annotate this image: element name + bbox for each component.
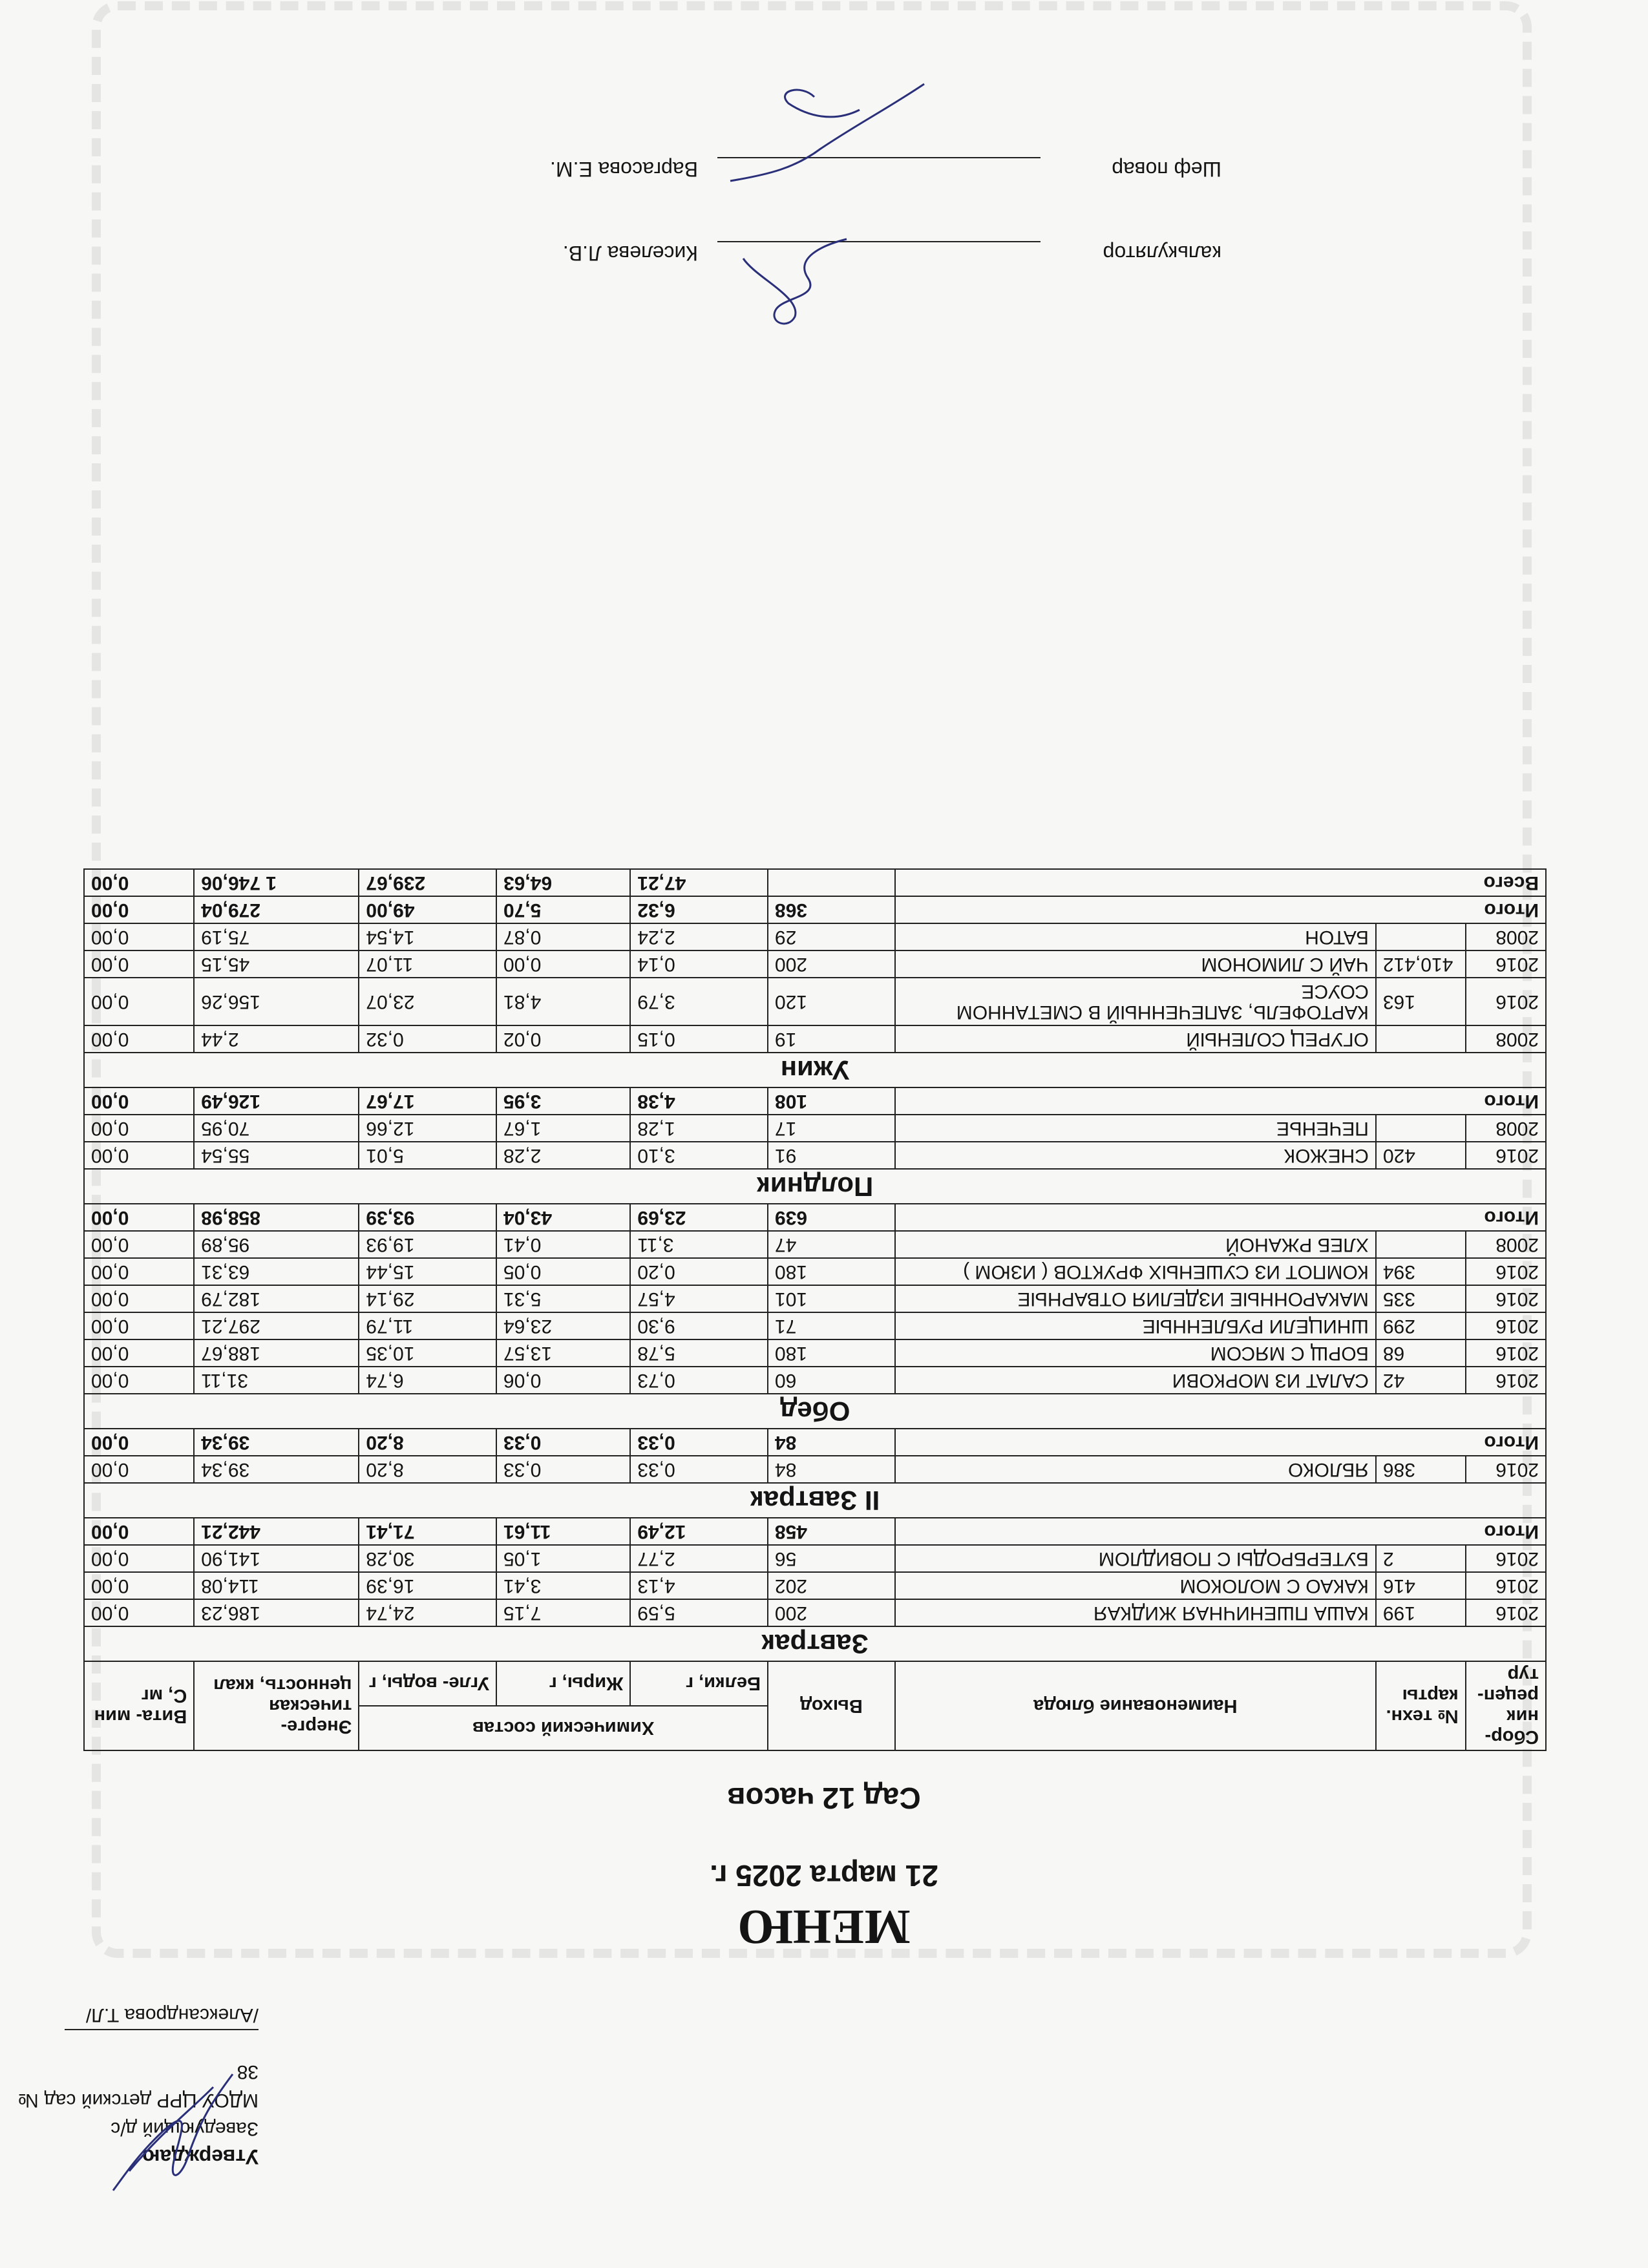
tech-card-cell xyxy=(1376,1115,1466,1142)
carbs-cell: 12,66 xyxy=(359,1115,496,1142)
output-cell: 60 xyxy=(768,1367,895,1394)
vitamin-cell: 0,00 xyxy=(84,1545,194,1572)
dish-name-cell: КАКАО С МОЛОКОМ xyxy=(895,1572,1376,1599)
sbornik-cell: 2008 xyxy=(1466,1025,1546,1053)
carbs-cell: 23,07 xyxy=(359,978,496,1025)
dish-name-cell: СНЕЖОК xyxy=(895,1142,1376,1169)
carbs-cell: 11,79 xyxy=(359,1312,496,1339)
proteins-cell: 3,79 xyxy=(630,978,768,1025)
vitamin-cell: 0,00 xyxy=(84,1231,194,1258)
col-header-output: Выход xyxy=(768,1661,895,1750)
dish-name-cell: САЛАТ ИЗ МОРКОВИ xyxy=(895,1367,1376,1394)
total-energy-cell: 126,49 xyxy=(194,1087,359,1115)
energy-cell: 156,26 xyxy=(194,978,359,1025)
col-header-carbs: Угле- воды, г xyxy=(359,1661,496,1706)
energy-cell: 39,34 xyxy=(194,1456,359,1483)
menu-table-body xyxy=(84,869,1546,1661)
page-title: МЕНЮ xyxy=(737,1900,911,1954)
total-label-cell: Итого xyxy=(895,1429,1546,1456)
sbornik-cell: 2016 xyxy=(1466,1258,1546,1285)
grand-total-vitamin-cell: 0,00 xyxy=(84,869,194,896)
total-fats-cell: 43,04 xyxy=(496,1204,630,1231)
output-cell: 29 xyxy=(768,923,895,950)
proteins-cell: 5,59 xyxy=(630,1599,768,1626)
vitamin-cell: 0,00 xyxy=(84,1285,194,1312)
total-label-cell: Итого xyxy=(895,1518,1546,1545)
total-output-cell: 639 xyxy=(768,1204,895,1231)
carbs-cell: 15,44 xyxy=(359,1258,496,1285)
total-output-cell: 458 xyxy=(768,1518,895,1545)
total-vitamin-cell: 0,00 xyxy=(84,1204,194,1231)
total-carbs-cell: 49,00 xyxy=(359,896,496,923)
total-proteins-cell: 4,38 xyxy=(630,1087,768,1115)
dish-name-cell: ХЛЕБ РЖАНОЙ xyxy=(895,1231,1376,1258)
fats-cell: 0,00 xyxy=(496,950,630,978)
total-fats-cell: 5,70 xyxy=(496,896,630,923)
dish-name-cell: ОГУРЕЦ СОЛЕНЫЙ xyxy=(895,1025,1376,1053)
tech-card-cell: 394 xyxy=(1376,1258,1466,1285)
fats-cell: 0,02 xyxy=(496,1025,630,1053)
energy-cell: 63,31 xyxy=(194,1258,359,1285)
total-vitamin-cell: 0,00 xyxy=(84,896,194,923)
output-cell: 91 xyxy=(768,1142,895,1169)
vitamin-cell: 0,00 xyxy=(84,1312,194,1339)
carbs-cell: 24,74 xyxy=(359,1599,496,1626)
total-energy-cell: 39,34 xyxy=(194,1429,359,1456)
sbornik-cell: 2016 xyxy=(1466,978,1546,1025)
section-total-row xyxy=(84,1429,1546,1456)
energy-cell: 45,15 xyxy=(194,950,359,978)
sbornik-cell: 2008 xyxy=(1466,1115,1546,1142)
output-cell: 200 xyxy=(768,950,895,978)
fats-cell: 1,05 xyxy=(496,1545,630,1572)
total-vitamin-cell: 0,00 xyxy=(84,1429,194,1456)
section-title: Завтрак xyxy=(84,1626,1546,1661)
energy-cell: 70,95 xyxy=(194,1115,359,1142)
fats-cell: 0,06 xyxy=(496,1367,630,1394)
output-cell: 47 xyxy=(768,1231,895,1258)
table-row xyxy=(84,1312,1546,1339)
vitamin-cell: 0,00 xyxy=(84,1456,194,1483)
table-row xyxy=(84,1339,1546,1367)
section-title: II Завтрак xyxy=(84,1483,1546,1518)
calculator-signature-image xyxy=(730,226,860,336)
sbornik-cell: 2016 xyxy=(1466,1599,1546,1626)
dish-name-cell: КАША ПШЕНИЧНАЯ ЖИДКАЯ xyxy=(895,1599,1376,1626)
energy-cell: 95,89 xyxy=(194,1231,359,1258)
total-carbs-cell: 8,20 xyxy=(359,1429,496,1456)
tech-card-cell: 416 xyxy=(1376,1572,1466,1599)
section-title: Полдник xyxy=(84,1169,1546,1204)
carbs-cell: 8,20 xyxy=(359,1456,496,1483)
output-cell: 56 xyxy=(768,1545,895,1572)
table-row xyxy=(84,1367,1546,1394)
tech-card-cell: 386 xyxy=(1376,1456,1466,1483)
proteins-cell: 4,13 xyxy=(630,1572,768,1599)
calculator-role: калькулятор xyxy=(1103,242,1221,265)
sbornik-cell: 2016 xyxy=(1466,1285,1546,1312)
col-header-sbornik: Сбор- ник рецеп- тур xyxy=(1466,1661,1546,1750)
output-cell: 71 xyxy=(768,1312,895,1339)
fats-cell: 0,41 xyxy=(496,1231,630,1258)
total-fats-cell: 0,33 xyxy=(496,1429,630,1456)
carbs-cell: 5,01 xyxy=(359,1142,496,1169)
section-total-row xyxy=(84,896,1546,923)
proteins-cell: 5,78 xyxy=(630,1339,768,1367)
grand-total-energy-cell: 1 746,06 xyxy=(194,869,359,896)
output-cell: 202 xyxy=(768,1572,895,1599)
total-output-cell: 108 xyxy=(768,1087,895,1115)
tech-card-cell xyxy=(1376,923,1466,950)
vitamin-cell: 0,00 xyxy=(84,1258,194,1285)
table-row xyxy=(84,1545,1546,1572)
dish-name-cell: ШНИЦЕЛИ РУБЛЕННЫЕ xyxy=(895,1312,1376,1339)
proteins-cell: 4,57 xyxy=(630,1285,768,1312)
tech-card-cell xyxy=(1376,1231,1466,1258)
total-energy-cell: 858,98 xyxy=(194,1204,359,1231)
col-header-proteins: Белки, г xyxy=(630,1661,768,1706)
energy-cell: 31,11 xyxy=(194,1367,359,1394)
table-row xyxy=(84,923,1546,950)
menu-table xyxy=(83,868,1547,1751)
proteins-cell: 0,73 xyxy=(630,1367,768,1394)
vitamin-cell: 0,00 xyxy=(84,1025,194,1053)
output-cell: 84 xyxy=(768,1456,895,1483)
total-carbs-cell: 71,41 xyxy=(359,1518,496,1545)
sbornik-cell: 2016 xyxy=(1466,1572,1546,1599)
tech-card-cell: 199 xyxy=(1376,1599,1466,1626)
grand-total-carbs-cell: 239,67 xyxy=(359,869,496,896)
chef-signature-image xyxy=(717,71,937,187)
tech-card-cell: 420 xyxy=(1376,1142,1466,1169)
output-cell: 180 xyxy=(768,1339,895,1367)
energy-cell: 297,21 xyxy=(194,1312,359,1339)
vitamin-cell: 0,00 xyxy=(84,1339,194,1367)
vitamin-cell: 0,00 xyxy=(84,1142,194,1169)
menu-subtitle: Сад 12 часов xyxy=(727,1781,921,1815)
vitamin-cell: 0,00 xyxy=(84,923,194,950)
fats-cell: 2,28 xyxy=(496,1142,630,1169)
energy-cell: 55,54 xyxy=(194,1142,359,1169)
output-cell: 200 xyxy=(768,1599,895,1626)
output-cell: 101 xyxy=(768,1285,895,1312)
col-header-tech-card: № техн. карты xyxy=(1376,1661,1466,1750)
calculator-signature-row xyxy=(563,241,1221,265)
table-row xyxy=(84,1142,1546,1169)
tech-card-cell: 299 xyxy=(1376,1312,1466,1339)
fats-cell: 4,81 xyxy=(496,978,630,1025)
output-cell: 180 xyxy=(768,1258,895,1285)
tech-card-cell xyxy=(1376,1025,1466,1053)
tech-card-cell: 42 xyxy=(1376,1367,1466,1394)
section-header-row xyxy=(84,1169,1546,1204)
total-proteins-cell: 6,32 xyxy=(630,896,768,923)
proteins-cell: 0,20 xyxy=(630,1258,768,1285)
table-row xyxy=(84,1456,1546,1483)
section-title: Ужин xyxy=(84,1053,1546,1087)
carbs-cell: 19,93 xyxy=(359,1231,496,1258)
fats-cell: 1,67 xyxy=(496,1115,630,1142)
proteins-cell: 9,30 xyxy=(630,1312,768,1339)
proteins-cell: 1,28 xyxy=(630,1115,768,1142)
tech-card-cell: 68 xyxy=(1376,1339,1466,1367)
energy-cell: 114,08 xyxy=(194,1572,359,1599)
fats-cell: 5,31 xyxy=(496,1285,630,1312)
carbs-cell: 10,35 xyxy=(359,1339,496,1367)
output-cell: 19 xyxy=(768,1025,895,1053)
dish-name-cell: БУТЕРБРОДЫ С ПОВИДЛОМ xyxy=(895,1545,1376,1572)
tech-card-cell: 2 xyxy=(1376,1545,1466,1572)
carbs-cell: 30,28 xyxy=(359,1545,496,1572)
carbs-cell: 11,07 xyxy=(359,950,496,978)
approval-signer: /Александрова Т.Л/ xyxy=(85,2004,259,2026)
total-carbs-cell: 93,39 xyxy=(359,1204,496,1231)
col-header-chem-group: Химический состав xyxy=(359,1706,768,1750)
total-label-cell: Итого xyxy=(895,1087,1546,1115)
col-header-dish: Наименование блюда xyxy=(895,1661,1376,1750)
dish-name-cell: ПЕЧЕНЬЕ xyxy=(895,1115,1376,1142)
sbornik-cell: 2008 xyxy=(1466,1231,1546,1258)
table-row xyxy=(84,1231,1546,1258)
grand-total-label-cell: Всего xyxy=(895,869,1546,896)
fats-cell: 3,41 xyxy=(496,1572,630,1599)
section-total-row xyxy=(84,1204,1546,1231)
sbornik-cell: 2008 xyxy=(1466,923,1546,950)
total-vitamin-cell: 0,00 xyxy=(84,1518,194,1545)
dish-name-cell: БОРЩ С МЯСОМ xyxy=(895,1339,1376,1367)
total-label-cell: Итого xyxy=(895,896,1546,923)
energy-cell: 75,19 xyxy=(194,923,359,950)
sbornik-cell: 2016 xyxy=(1466,1312,1546,1339)
grand-total-output-cell xyxy=(768,869,895,896)
approval-title: Утверждаю xyxy=(142,2145,259,2168)
section-header-row xyxy=(84,1483,1546,1518)
fats-cell: 0,33 xyxy=(496,1456,630,1483)
proteins-cell: 0,14 xyxy=(630,950,768,978)
total-proteins-cell: 23,69 xyxy=(630,1204,768,1231)
sbornik-cell: 2016 xyxy=(1466,950,1546,978)
section-header-row xyxy=(84,1626,1546,1661)
energy-cell: 2,44 xyxy=(194,1025,359,1053)
energy-cell: 188,67 xyxy=(194,1339,359,1367)
total-energy-cell: 442,21 xyxy=(194,1518,359,1545)
carbs-cell: 0,32 xyxy=(359,1025,496,1053)
vitamin-cell: 0,00 xyxy=(84,1599,194,1626)
chef-name: Варгасова Е.М. xyxy=(550,158,698,181)
approval-organization: МДОУ ЦРР детский сад № 38 xyxy=(17,2061,259,2111)
dish-name-cell: КАРТОФЕЛЬ, ЗАПЕЧЕННЫЙ В СМЕТАННОМ СОУСЕ xyxy=(895,978,1376,1025)
carbs-cell: 14,54 xyxy=(359,923,496,950)
section-header-row xyxy=(84,1053,1546,1087)
total-vitamin-cell: 0,00 xyxy=(84,1087,194,1115)
proteins-cell: 2,77 xyxy=(630,1545,768,1572)
table-header-row xyxy=(84,1706,1546,1750)
sbornik-cell: 2016 xyxy=(1466,1456,1546,1483)
col-header-energy: Энерге- тическая ценность, ккал xyxy=(194,1661,359,1750)
vitamin-cell: 0,00 xyxy=(84,1572,194,1599)
table-row xyxy=(84,1115,1546,1142)
proteins-cell: 3,11 xyxy=(630,1231,768,1258)
section-total-row xyxy=(84,1518,1546,1545)
table-row xyxy=(84,1285,1546,1312)
vitamin-cell: 0,00 xyxy=(84,1115,194,1142)
energy-cell: 186,23 xyxy=(194,1599,359,1626)
grand-total-row xyxy=(84,869,1546,896)
fats-cell: 23,64 xyxy=(496,1312,630,1339)
col-header-fats: Жиры, г xyxy=(496,1661,630,1706)
sbornik-cell: 2016 xyxy=(1466,1142,1546,1169)
energy-cell: 182,79 xyxy=(194,1285,359,1312)
chef-role: Шеф повар xyxy=(1112,158,1221,181)
carbs-cell: 16,39 xyxy=(359,1572,496,1599)
output-cell: 17 xyxy=(768,1115,895,1142)
total-output-cell: 84 xyxy=(768,1429,895,1456)
energy-cell: 141,90 xyxy=(194,1545,359,1572)
total-label-cell: Итого xyxy=(895,1204,1546,1231)
total-fats-cell: 3,95 xyxy=(496,1087,630,1115)
dish-name-cell: ЧАЙ С ЛИМОНОМ xyxy=(895,950,1376,978)
section-total-row xyxy=(84,1087,1546,1115)
table-row xyxy=(84,950,1546,978)
calculator-name: Киселева Л.В. xyxy=(562,242,698,265)
approval-signature-line xyxy=(65,2029,259,2048)
grand-total-fats-cell: 64,63 xyxy=(496,869,630,896)
vitamin-cell: 0,00 xyxy=(84,978,194,1025)
vitamin-cell: 0,00 xyxy=(84,1367,194,1394)
dish-name-cell: БАТОН xyxy=(895,923,1376,950)
head-signature-image xyxy=(103,2068,252,2197)
total-output-cell: 368 xyxy=(768,896,895,923)
table-row xyxy=(84,1572,1546,1599)
table-row xyxy=(84,1258,1546,1285)
carbs-cell: 6,74 xyxy=(359,1367,496,1394)
sbornik-cell: 2016 xyxy=(1466,1339,1546,1367)
table-row xyxy=(84,978,1546,1025)
fats-cell: 0,05 xyxy=(496,1258,630,1285)
proteins-cell: 0,15 xyxy=(630,1025,768,1053)
dish-name-cell: ЯБЛОКО xyxy=(895,1456,1376,1483)
proteins-cell: 0,33 xyxy=(630,1456,768,1483)
table-row xyxy=(84,1599,1546,1626)
sbornik-cell: 2016 xyxy=(1466,1367,1546,1394)
total-energy-cell: 279,04 xyxy=(194,896,359,923)
fats-cell: 7,15 xyxy=(496,1599,630,1626)
dish-name-cell: МАКАРОННЫЕ ИЗДЕЛИЯ ОТВАРНЫЕ xyxy=(895,1285,1376,1312)
vitamin-cell: 0,00 xyxy=(84,950,194,978)
proteins-cell: 3,10 xyxy=(630,1142,768,1169)
total-carbs-cell: 17,67 xyxy=(359,1087,496,1115)
proteins-cell: 2,24 xyxy=(630,923,768,950)
menu-date: 21 марта 2025 г. xyxy=(710,1859,938,1893)
section-header-row xyxy=(84,1394,1546,1429)
table-row xyxy=(84,1025,1546,1053)
total-proteins-cell: 12,49 xyxy=(630,1518,768,1545)
fats-cell: 13,57 xyxy=(496,1339,630,1367)
tech-card-cell: 410,412 xyxy=(1376,950,1466,978)
tech-card-cell: 163 xyxy=(1376,978,1466,1025)
approval-position: Заведующий д/с xyxy=(111,2118,259,2139)
dish-name-cell: КОМПОТ ИЗ СУШЕНЫХ ФРУКТОВ ( ИЗЮМ ) xyxy=(895,1258,1376,1285)
col-header-vitamin: Вита- мин С, мг xyxy=(84,1661,194,1750)
sbornik-cell: 2016 xyxy=(1466,1545,1546,1572)
tech-card-cell: 335 xyxy=(1376,1285,1466,1312)
grand-total-proteins-cell: 47,21 xyxy=(630,869,768,896)
output-cell: 120 xyxy=(768,978,895,1025)
total-fats-cell: 11,61 xyxy=(496,1518,630,1545)
fats-cell: 0,87 xyxy=(496,923,630,950)
section-title: Обед xyxy=(84,1394,1546,1429)
carbs-cell: 29,14 xyxy=(359,1285,496,1312)
total-proteins-cell: 0,33 xyxy=(630,1429,768,1456)
